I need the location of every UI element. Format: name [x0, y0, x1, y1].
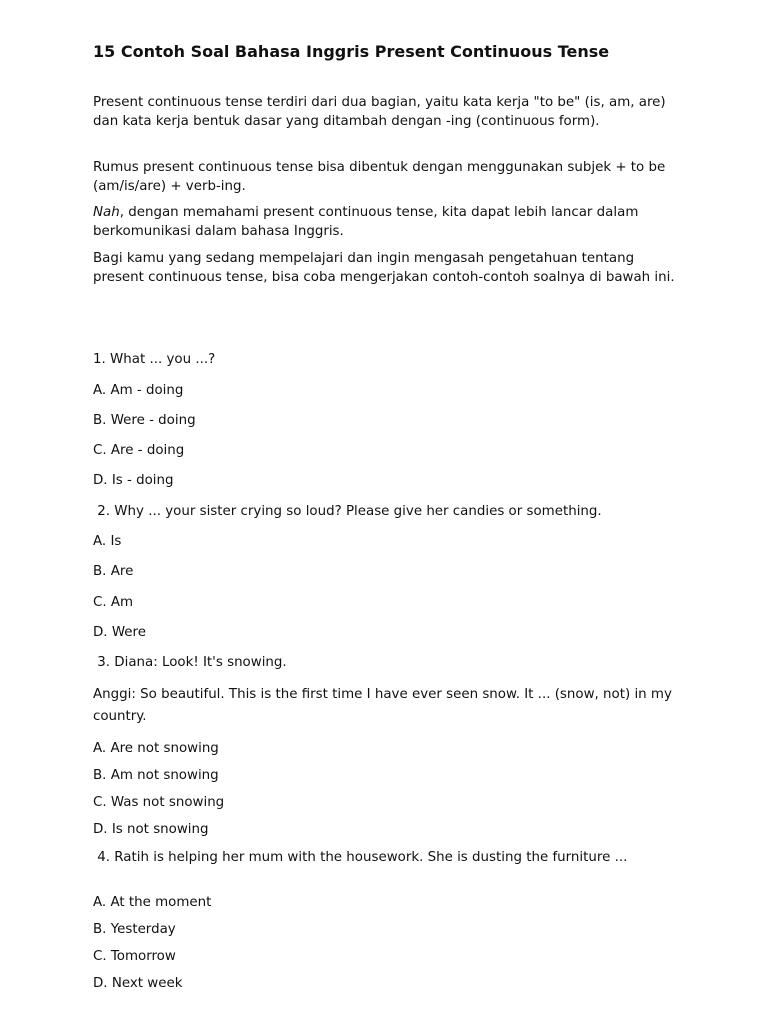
question-4-option-c: C. Tomorrow	[93, 949, 176, 964]
question-3: 3. Diana: Look! It's snowing.	[93, 655, 287, 670]
question-2-option-a: A. Is	[93, 534, 122, 549]
question-4: 4. Ratih is helping her mum with the housework. She is dusting the furniture ...	[93, 850, 628, 865]
question-4-option-b: B. Yesterday	[93, 922, 176, 937]
question-1-option-d: D. Is - doing	[93, 473, 174, 488]
page-title: 15 Contoh Soal Bahasa Inggris Present Continuous Tense	[93, 42, 610, 61]
intro-paragraph-2: Rumus present continuous tense bisa dibentuk dengan menggunakan subjek + to be (am/is/are) + verb-ing.	[93, 160, 666, 194]
intro-paragraph-4: Bagi kamu yang sedang mempelajari dan ingin mengasah pengetahuan tentang present continuous tense, bisa coba mengerjakan contoh-contoh soalnya di bawah ini.	[93, 251, 675, 285]
question-1-option-b: B. Were - doing	[93, 413, 196, 428]
intro-paragraph-1: Present continuous tense terdiri dari dua bagian, yaitu kata kerja "to be" (is, am, are) dan kata kerja bentuk dasar yang ditambah dengan -ing (continuous form).	[93, 95, 666, 129]
question-3-option-a: A. Are not snowing	[93, 741, 219, 756]
question-2-option-b: B. Are	[93, 564, 134, 579]
question-3-dialogue: Anggi: So beautiful. This is the first time I have ever seen snow. It ... (snow, not) in my country.	[93, 687, 677, 724]
question-2: 2. Why ... your sister crying so loud? Please give her candies or something.	[93, 504, 602, 519]
question-4-option-d: D. Next week	[93, 976, 183, 991]
question-3-option-b: B. Am not snowing	[93, 768, 219, 783]
question-2-option-c: C. Am	[93, 595, 134, 610]
question-1-option-a: A. Am - doing	[93, 383, 184, 398]
intro-paragraph-3-text: , dengan memahami present continuous tense, kita dapat lebih lancar dalam berkomunikasi dalam bahasa Inggris.	[93, 205, 639, 239]
question-4-option-a: A. At the moment	[93, 895, 212, 910]
intro-emphasis: Nah	[93, 205, 120, 220]
question-2-option-d: D. Were	[93, 625, 146, 640]
intro-paragraph-3	[93, 204, 683, 242]
question-3-option-d: D. Is not snowing	[93, 822, 209, 837]
question-3-option-c: C. Was not snowing	[93, 795, 225, 810]
question-1-option-c: C. Are - doing	[93, 443, 185, 458]
question-1: 1. What ... you ...?	[93, 352, 216, 367]
